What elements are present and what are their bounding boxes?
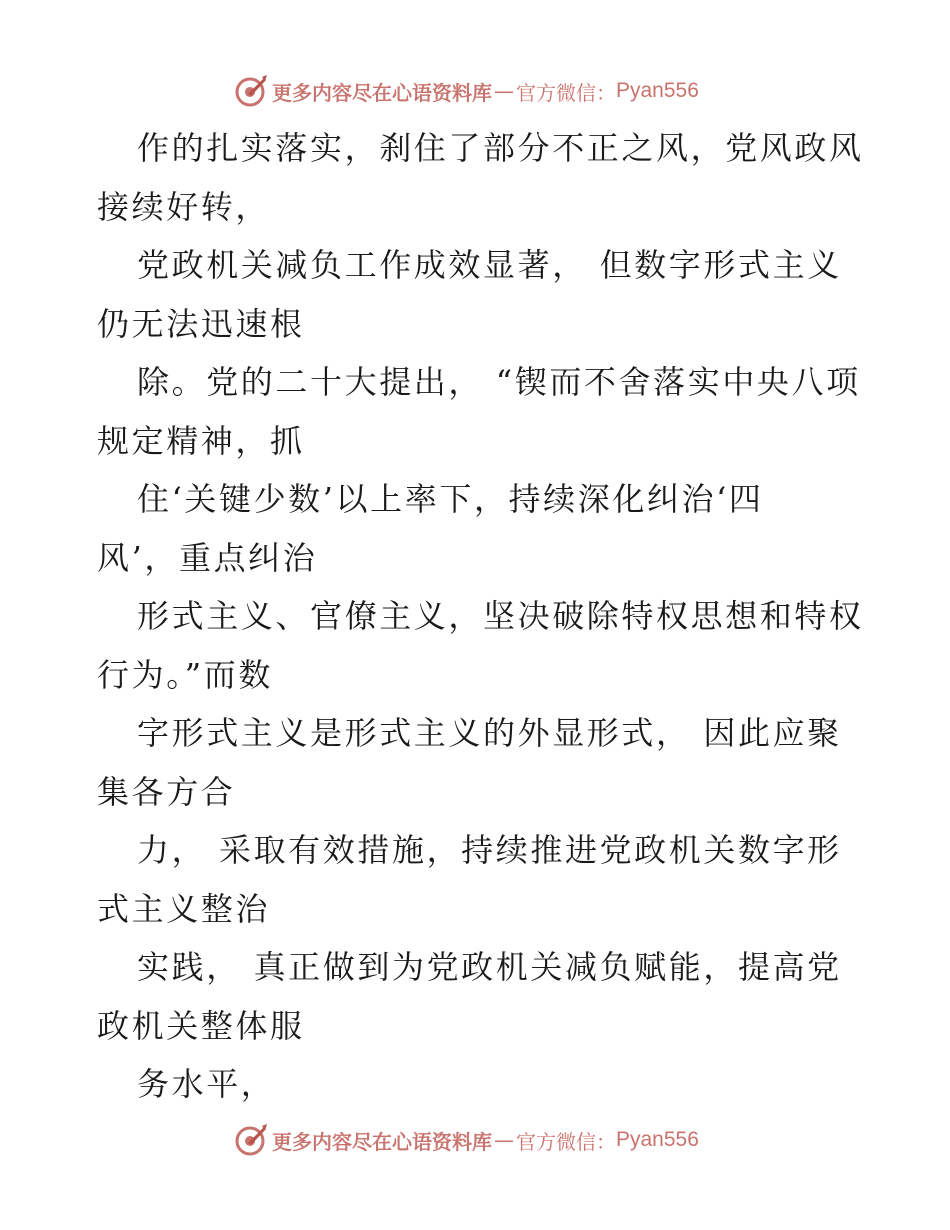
text-line: 集各方合	[97, 773, 236, 811]
banner-wechat-id: Pyan556	[616, 79, 699, 102]
text-line: 政机关整体服	[97, 1007, 305, 1045]
banner-separator: —	[494, 1128, 514, 1152]
footer-banner	[234, 1120, 794, 1160]
quill-logo-icon	[234, 1123, 268, 1157]
banner-wechat-id: Pyan556	[616, 1128, 699, 1151]
banner-separator: —	[494, 79, 514, 103]
text-line: 仍无法迅速根	[97, 305, 305, 343]
text-line: 字形式主义是形式主义的外显形式， 因此应聚	[137, 714, 842, 752]
banner-main-text: 更多内容尽在心语资料库	[272, 1129, 492, 1154]
text-line: 住‘关键少数’以上率下，持续深化纠治‘四	[137, 480, 764, 518]
banner-wechat-label: 官方微信：	[516, 80, 616, 105]
quill-logo-icon	[234, 74, 268, 108]
text-line: 党政机关减负工作成效显著， 但数字形式主义	[137, 246, 842, 284]
text-line: 式主义整治	[97, 890, 271, 928]
text-line: 规定精神，抓	[97, 422, 305, 460]
text-line: 力， 采取有效措施，持续推进党政机关数字形	[137, 831, 842, 869]
text-line: 务水平，	[137, 1065, 276, 1103]
text-line: 风’，重点纠治	[97, 539, 318, 577]
banner-main-text: 更多内容尽在心语资料库	[272, 80, 492, 105]
text-line: 实践， 真正做到为党政机关减负赋能，提高党	[137, 948, 842, 986]
text-line: 作的扎实落实，刹住了部分不正之风，党风政风	[137, 129, 864, 167]
banner-wechat-label: 官方微信：	[516, 1129, 616, 1154]
text-line: 形式主义、官僚主义，坚决破除特权思想和特权	[137, 597, 864, 635]
header-banner	[234, 71, 794, 111]
text-line: 除。党的二十大提出， “锲而不舍落实中央八项	[137, 363, 861, 401]
text-line: 接续好转，	[97, 188, 271, 226]
text-line: 行为。”而数	[97, 656, 273, 694]
